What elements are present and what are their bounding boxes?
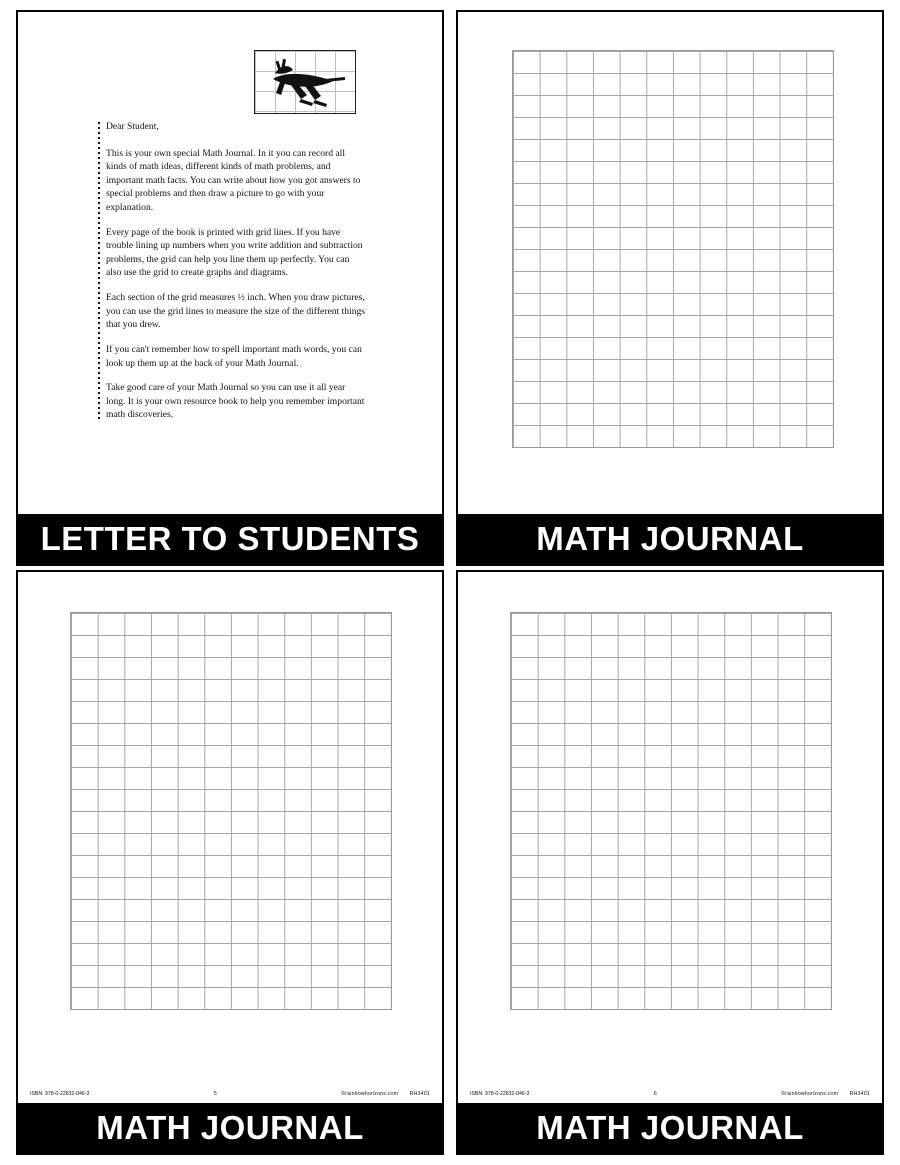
letter-paragraph-4: If you can't remember how to spell important math words, you can look up them up at the back of your Math Journal. [106,343,362,369]
student-letter [106,120,366,433]
page-caption-math-journal-5: MATH JOURNAL [18,1103,442,1153]
dotted-margin-line [98,122,100,420]
publisher-url: ©rainbowhorizons.com [341,1091,399,1097]
publisher-credit [781,1091,870,1097]
letter-salutation: Dear Student, [106,121,159,132]
letter-paragraph-1: This is your own special Math Journal. In it you can record all kinds of math ideas, different kinds of math problems, and important math facts. You can write about how you got answers to special problems and then draw a picture to go with your explanation. [106,147,361,214]
page-math-journal-6 [456,570,884,1155]
letter-paragraph-5: Take good care of your Math Journal so you can use it all year long. It is your own resource book to help you remember important math discoveries. [106,382,365,421]
isbn-text: ISBN: 978-0-22832-046-3 [30,1091,90,1097]
isbn-text: ISBN: 978-0-22832-046-3 [470,1091,530,1097]
product-code: RH3401 [849,1091,870,1097]
math-journal-6-body [458,572,882,1103]
publisher-url: ©rainbowhorizons.com [781,1091,839,1097]
page-caption-math-journal-1: MATH JOURNAL [458,514,882,564]
journal-grid [510,612,832,1010]
grasshopper-on-grid-icon [254,50,356,114]
page-number: 5 [213,1091,217,1097]
page-caption-letter-to-students: LETTER TO STUDENTS [18,514,442,564]
product-code: RH3401 [409,1091,430,1097]
page-math-journal-5 [16,570,444,1155]
journal-grid [70,612,392,1010]
page-footer [30,1091,430,1097]
page-number: 6 [653,1091,657,1097]
page-footer [470,1091,870,1097]
journal-grid [512,50,834,448]
math-journal-1-body [458,12,882,514]
publisher-credit [341,1091,430,1097]
letter-paragraph-2: Every page of the book is printed with grid lines. If you have trouble lining up numbers when you write addition and subtraction problems, the grid can help you line them up perfectly. You can also use the grid to create graphs and diagrams. [106,226,363,279]
letter-page-body [18,12,442,514]
page-letter-to-students [16,10,444,566]
letter-paragraph-3: Each section of the grid measures ½ inch. When you draw pictures, you can use the grid lines to measure the size of the different things that you drew. [106,292,366,331]
page-caption-math-journal-6: MATH JOURNAL [458,1103,882,1153]
math-journal-5-body [18,572,442,1103]
page-math-journal-1 [456,10,884,566]
